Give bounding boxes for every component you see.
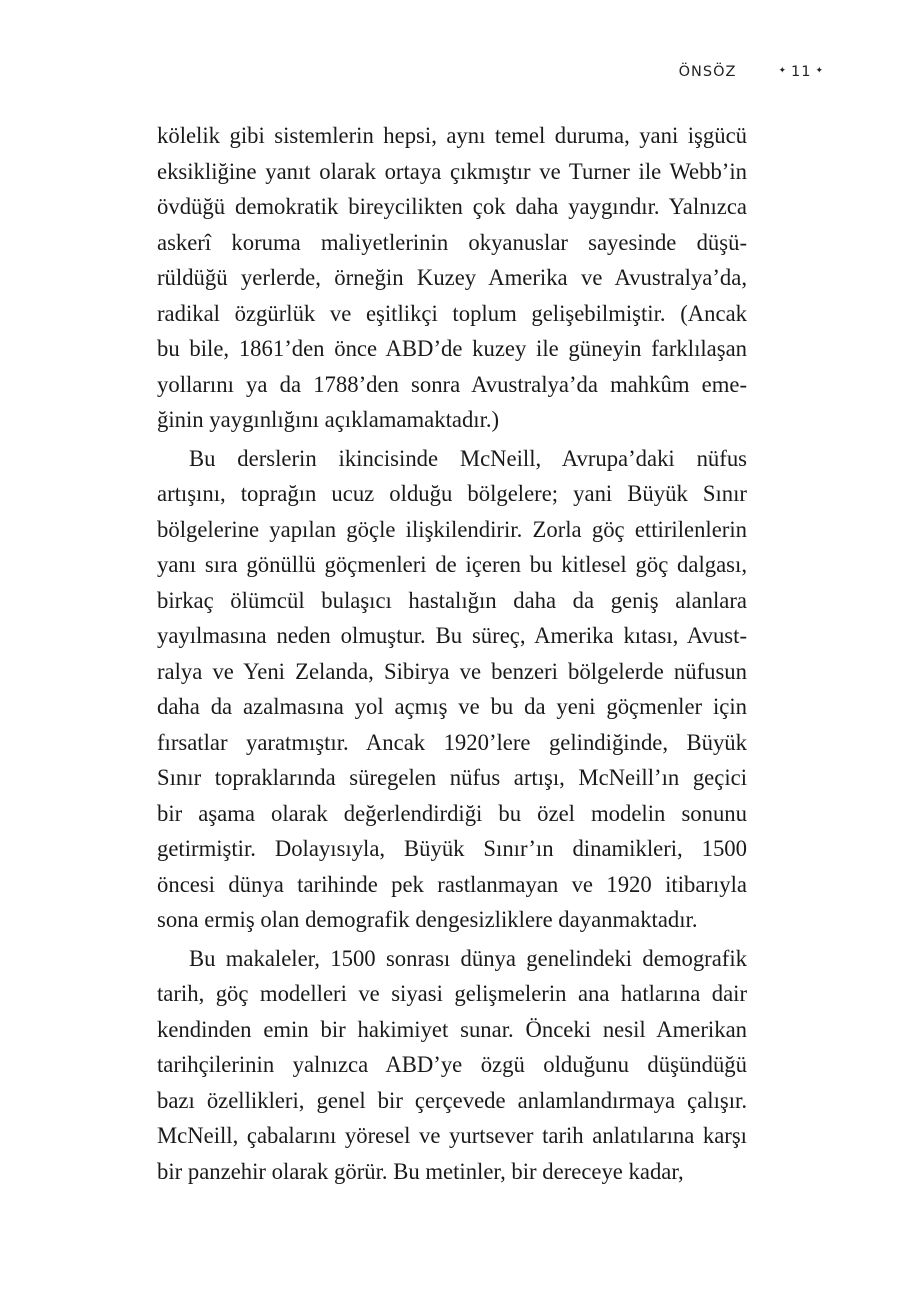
text-line: Sınır topraklarında süregelen nüfus artışı, McNeill’ın geçici bbox=[157, 765, 747, 790]
page-number: 11 bbox=[791, 64, 812, 80]
section-title: ÖNSÖZ bbox=[678, 64, 737, 80]
text-line: McNeill, çabalarını yöresel ve yurtsever tarih anlatılarına karşı bbox=[157, 1123, 747, 1148]
text-line: bazı özellikleri, genel bir çerçevede anlamlandırmaya çalışır. bbox=[157, 1087, 747, 1113]
text-line: ralya ve Yeni Zelanda, Sibirya ve benzeri bölgelerde nüfusun bbox=[157, 658, 747, 684]
text-line: getirmiştir. Dolayısıyla, Büyük Sınır’ın dinamikleri, 1500 bbox=[157, 836, 747, 861]
text-line: övdüğü demokratik bireycilikten çok daha yaygındır. Yalnızca bbox=[157, 194, 747, 219]
running-header bbox=[679, 64, 828, 80]
text-line: rüldüğü yerlerde, örneğin Kuzey Amerika ve Avustralya’da, bbox=[157, 265, 747, 290]
text-line: Bu makaleler, 1500 sonrası dünya genelindeki demografik bbox=[189, 945, 747, 971]
text-line: fırsatlar yaratmıştır. Ancak 1920’lere gelindiğinde, Büyük bbox=[157, 729, 747, 755]
text-line: bir panzehir olarak görür. Bu metinler, bir dereceye kadar, bbox=[157, 1158, 684, 1184]
ornament-diamond-left: ✦ bbox=[778, 66, 787, 76]
text-line: öncesi dünya tarihinde pek rastlanmayan ve 1920 itibarıyla bbox=[157, 871, 747, 897]
text-line: birkaç ölümcül bulaşıcı hastalığın daha da geniş alanlara bbox=[157, 587, 747, 613]
text-line: askerî koruma maliyetlerinin okyanuslar sayesinde düşü- bbox=[157, 229, 747, 255]
paragraph bbox=[157, 441, 747, 938]
text-line: artışını, toprağın ucuz olduğu bölgelere; yani Büyük Sınır bbox=[157, 481, 747, 506]
text-line: ğinin yaygınlığını açıklamamaktadır.) bbox=[157, 407, 500, 432]
text-line: yollarını ya da 1788’den sonra Avustralya’da mahkûm eme- bbox=[157, 371, 747, 397]
paragraph bbox=[157, 118, 747, 438]
text-line: daha da azalmasına yol açmış ve bu da yeni göçmenler için bbox=[157, 694, 747, 719]
text-line: bir aşama olarak değerlendirdiği bu özel modelin sonunu bbox=[157, 800, 747, 826]
text-line: yanı sıra gönüllü göçmenleri de içeren bu kitlesel göç dalgası, bbox=[157, 552, 747, 577]
body-text bbox=[157, 118, 747, 1189]
text-line: kölelik gibi sistemlerin hepsi, aynı temel duruma, yani işgücü bbox=[157, 123, 747, 148]
paragraph bbox=[157, 941, 747, 1190]
text-line: eksikliğine yanıt olarak ortaya çıkmıştır ve Turner ile Webb’in bbox=[157, 158, 747, 184]
text-line: Bu derslerin ikincisinde McNeill, Avrupa’daki nüfus bbox=[189, 445, 747, 471]
ornament-diamond-right: ✦ bbox=[815, 66, 824, 76]
text-line: bu bile, 1861’den önce ABD’de kuzey ile güneyin farklılaşan bbox=[157, 336, 747, 361]
text-line: tarihçilerinin yalnızca ABD’ye özgü olduğunu düşündüğü bbox=[157, 1052, 747, 1077]
text-line: yayılmasına neden olmuştur. Bu süreç, Amerika kıtası, Avust- bbox=[157, 623, 747, 648]
text-line: tarih, göç modelleri ve siyasi gelişmelerin ana hatlarına dair bbox=[157, 981, 747, 1006]
text-line: radikal özgürlük ve eşitlikçi toplum gelişebilmiştir. (Ancak bbox=[157, 300, 747, 326]
text-line: sona ermiş olan demografik dengesizliklere dayanmaktadır. bbox=[157, 907, 698, 932]
text-line: bölgelerine yapılan göçle ilişkilendirir. Zorla göç ettirilenlerin bbox=[157, 516, 747, 542]
text-line: kendinden emin bir hakimiyet sunar. Önceki nesil Amerikan bbox=[157, 1016, 747, 1042]
